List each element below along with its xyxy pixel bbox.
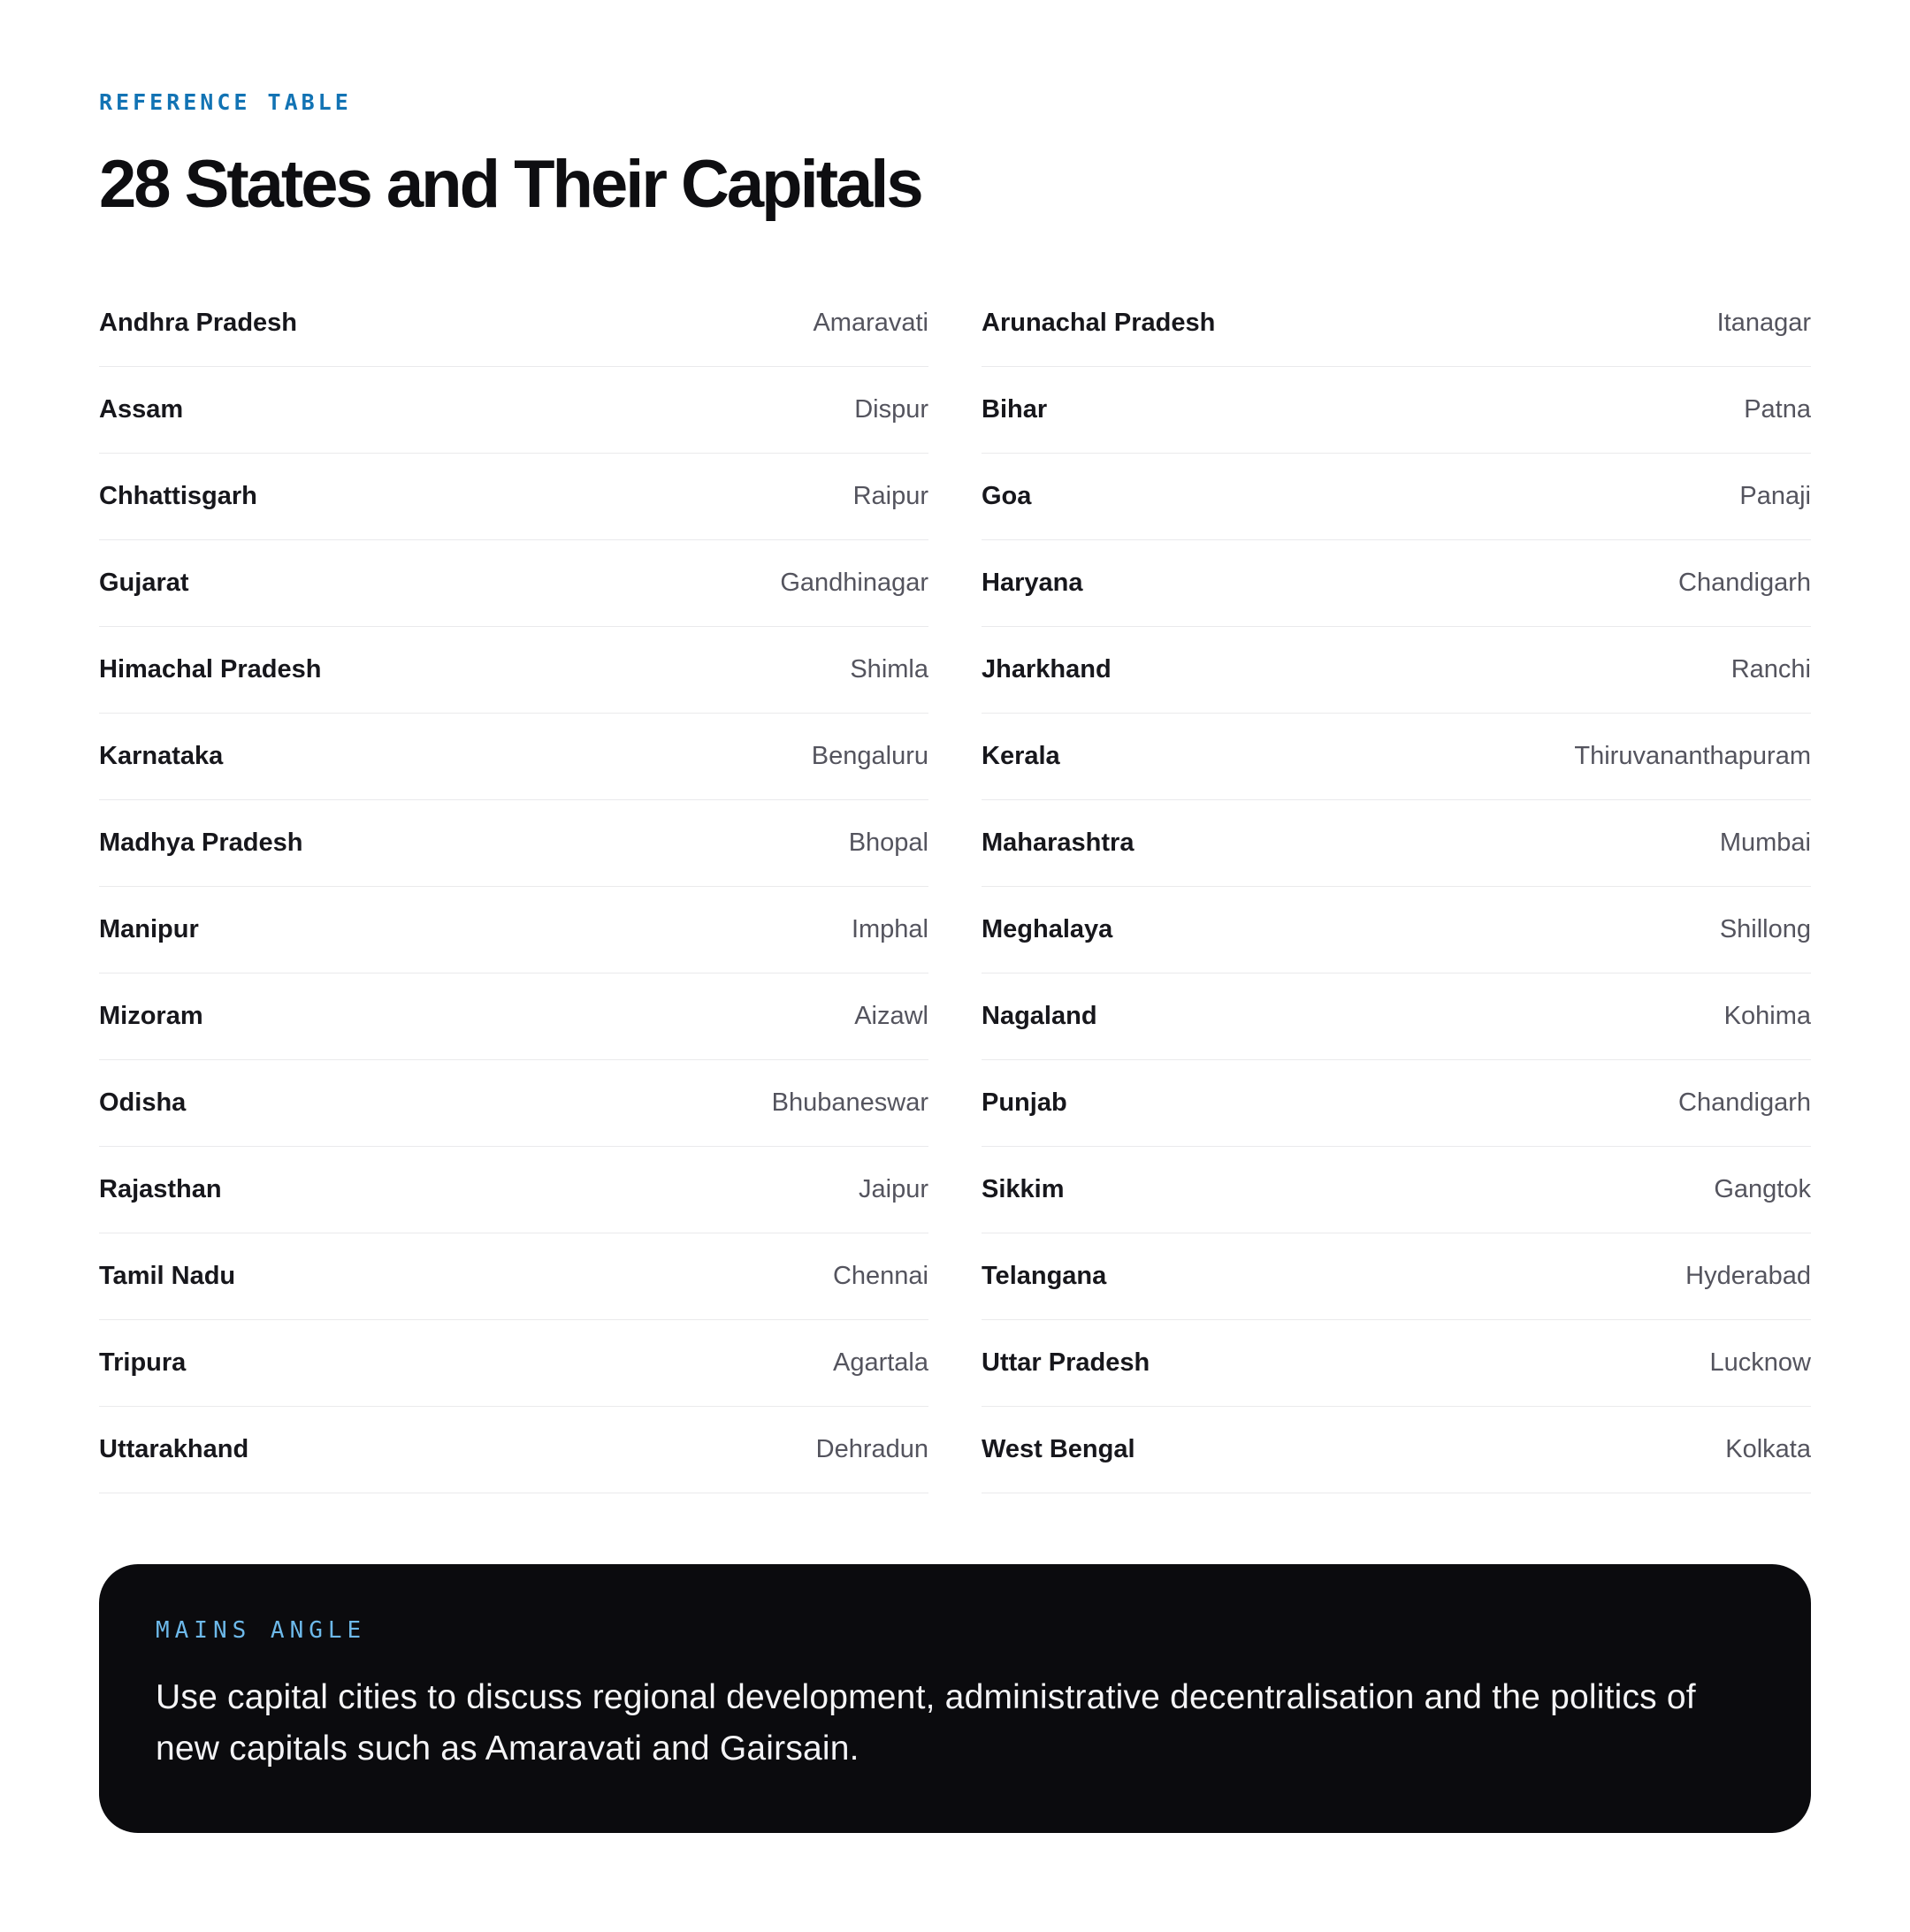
state-name: Rajasthan bbox=[99, 1175, 222, 1204]
capital-name: Chennai bbox=[832, 1262, 928, 1291]
capital-name: Thiruvananthapuram bbox=[1574, 742, 1811, 771]
capital-name: Mumbai bbox=[1719, 829, 1811, 858]
table-row bbox=[99, 1320, 928, 1407]
capital-name: Bengaluru bbox=[811, 742, 928, 771]
capital-name: Raipur bbox=[852, 482, 928, 511]
state-name: Haryana bbox=[982, 569, 1083, 598]
capital-name: Dehradun bbox=[815, 1435, 928, 1464]
table-row bbox=[99, 540, 928, 627]
state-name: Kerala bbox=[982, 742, 1060, 771]
section-label: REFERENCE TABLE bbox=[99, 89, 352, 115]
table-row bbox=[99, 714, 928, 800]
capital-name: Gangtok bbox=[1714, 1175, 1811, 1204]
state-name: Jharkhand bbox=[982, 655, 1112, 684]
table-row bbox=[99, 1407, 928, 1493]
capital-name: Dispur bbox=[854, 395, 928, 424]
table-row bbox=[982, 454, 1811, 540]
capital-name: Jaipur bbox=[859, 1175, 928, 1204]
table-row bbox=[982, 974, 1811, 1060]
table-row bbox=[99, 1060, 928, 1147]
state-name: Tripura bbox=[99, 1348, 187, 1378]
capital-name: Ranchi bbox=[1730, 655, 1811, 684]
state-name: West Bengal bbox=[982, 1435, 1135, 1464]
table-row bbox=[99, 1147, 928, 1233]
table-row bbox=[982, 540, 1811, 627]
state-name: Mizoram bbox=[99, 1002, 203, 1031]
state-name: Uttarakhand bbox=[99, 1435, 249, 1464]
table-row bbox=[99, 627, 928, 714]
table-row bbox=[982, 887, 1811, 974]
capital-name: Bhubaneswar bbox=[771, 1088, 928, 1118]
state-name: Maharashtra bbox=[982, 829, 1135, 858]
state-name: Chhattisgarh bbox=[99, 482, 257, 511]
state-name: Telangana bbox=[982, 1262, 1107, 1291]
table-row bbox=[982, 367, 1811, 454]
table-row bbox=[982, 280, 1811, 367]
capital-name: Shimla bbox=[850, 655, 928, 684]
state-name: Arunachal Pradesh bbox=[982, 309, 1216, 338]
state-name: Andhra Pradesh bbox=[99, 309, 297, 338]
capital-name: Shillong bbox=[1719, 915, 1811, 944]
state-name: Meghalaya bbox=[982, 915, 1113, 944]
table-row bbox=[982, 1060, 1811, 1147]
mains-angle-label: MAINS ANGLE bbox=[156, 1617, 367, 1645]
state-name: Goa bbox=[982, 482, 1032, 511]
table-row bbox=[99, 367, 928, 454]
state-name: Punjab bbox=[982, 1088, 1067, 1118]
capital-name: Gandhinagar bbox=[780, 569, 928, 598]
state-name: Nagaland bbox=[982, 1002, 1097, 1031]
capital-name: Hyderabad bbox=[1685, 1262, 1811, 1291]
table-row bbox=[99, 800, 928, 887]
mains-angle-card bbox=[99, 1564, 1811, 1833]
state-name: Madhya Pradesh bbox=[99, 829, 303, 858]
capital-name: Chandigarh bbox=[1678, 569, 1811, 598]
state-name: Sikkim bbox=[982, 1175, 1065, 1204]
capital-name: Aizawl bbox=[854, 1002, 928, 1031]
capital-name: Patna bbox=[1744, 395, 1811, 424]
capital-name: Kohima bbox=[1723, 1002, 1811, 1031]
state-name: Karnataka bbox=[99, 742, 224, 771]
table-row bbox=[99, 280, 928, 367]
table-row bbox=[99, 887, 928, 974]
state-name: Bihar bbox=[982, 395, 1048, 424]
table-row bbox=[982, 1147, 1811, 1233]
capital-name: Bhopal bbox=[848, 829, 928, 858]
capital-name: Chandigarh bbox=[1678, 1088, 1811, 1118]
table-row bbox=[99, 974, 928, 1060]
page-title: 28 States and Their Capitals bbox=[99, 147, 921, 222]
table-row bbox=[982, 800, 1811, 887]
capital-name: Kolkata bbox=[1725, 1435, 1811, 1464]
state-name: Assam bbox=[99, 395, 184, 424]
state-name: Tamil Nadu bbox=[99, 1262, 236, 1291]
state-name: Gujarat bbox=[99, 569, 189, 598]
capital-name: Panaji bbox=[1739, 482, 1811, 511]
capital-name: Itanagar bbox=[1716, 309, 1811, 338]
mains-angle-text: Use capital cities to discuss regional development, administrative decentralisation and the politics of new capitals such as Amaravati and Gairsain. bbox=[156, 1678, 1696, 1768]
state-name: Uttar Pradesh bbox=[982, 1348, 1150, 1378]
state-name: Odisha bbox=[99, 1088, 187, 1118]
table-row bbox=[982, 1320, 1811, 1407]
capital-name: Amaravati bbox=[813, 309, 928, 338]
table-row bbox=[982, 627, 1811, 714]
capital-name: Agartala bbox=[832, 1348, 928, 1378]
table-row bbox=[99, 454, 928, 540]
table-row bbox=[982, 1407, 1811, 1493]
state-name: Manipur bbox=[99, 915, 199, 944]
state-name: Himachal Pradesh bbox=[99, 655, 322, 684]
table-row bbox=[982, 714, 1811, 800]
capital-name: Lucknow bbox=[1709, 1348, 1811, 1378]
table-row bbox=[99, 1233, 928, 1320]
states-capitals-table bbox=[99, 280, 1811, 1493]
capital-name: Imphal bbox=[851, 915, 928, 944]
table-row bbox=[982, 1233, 1811, 1320]
